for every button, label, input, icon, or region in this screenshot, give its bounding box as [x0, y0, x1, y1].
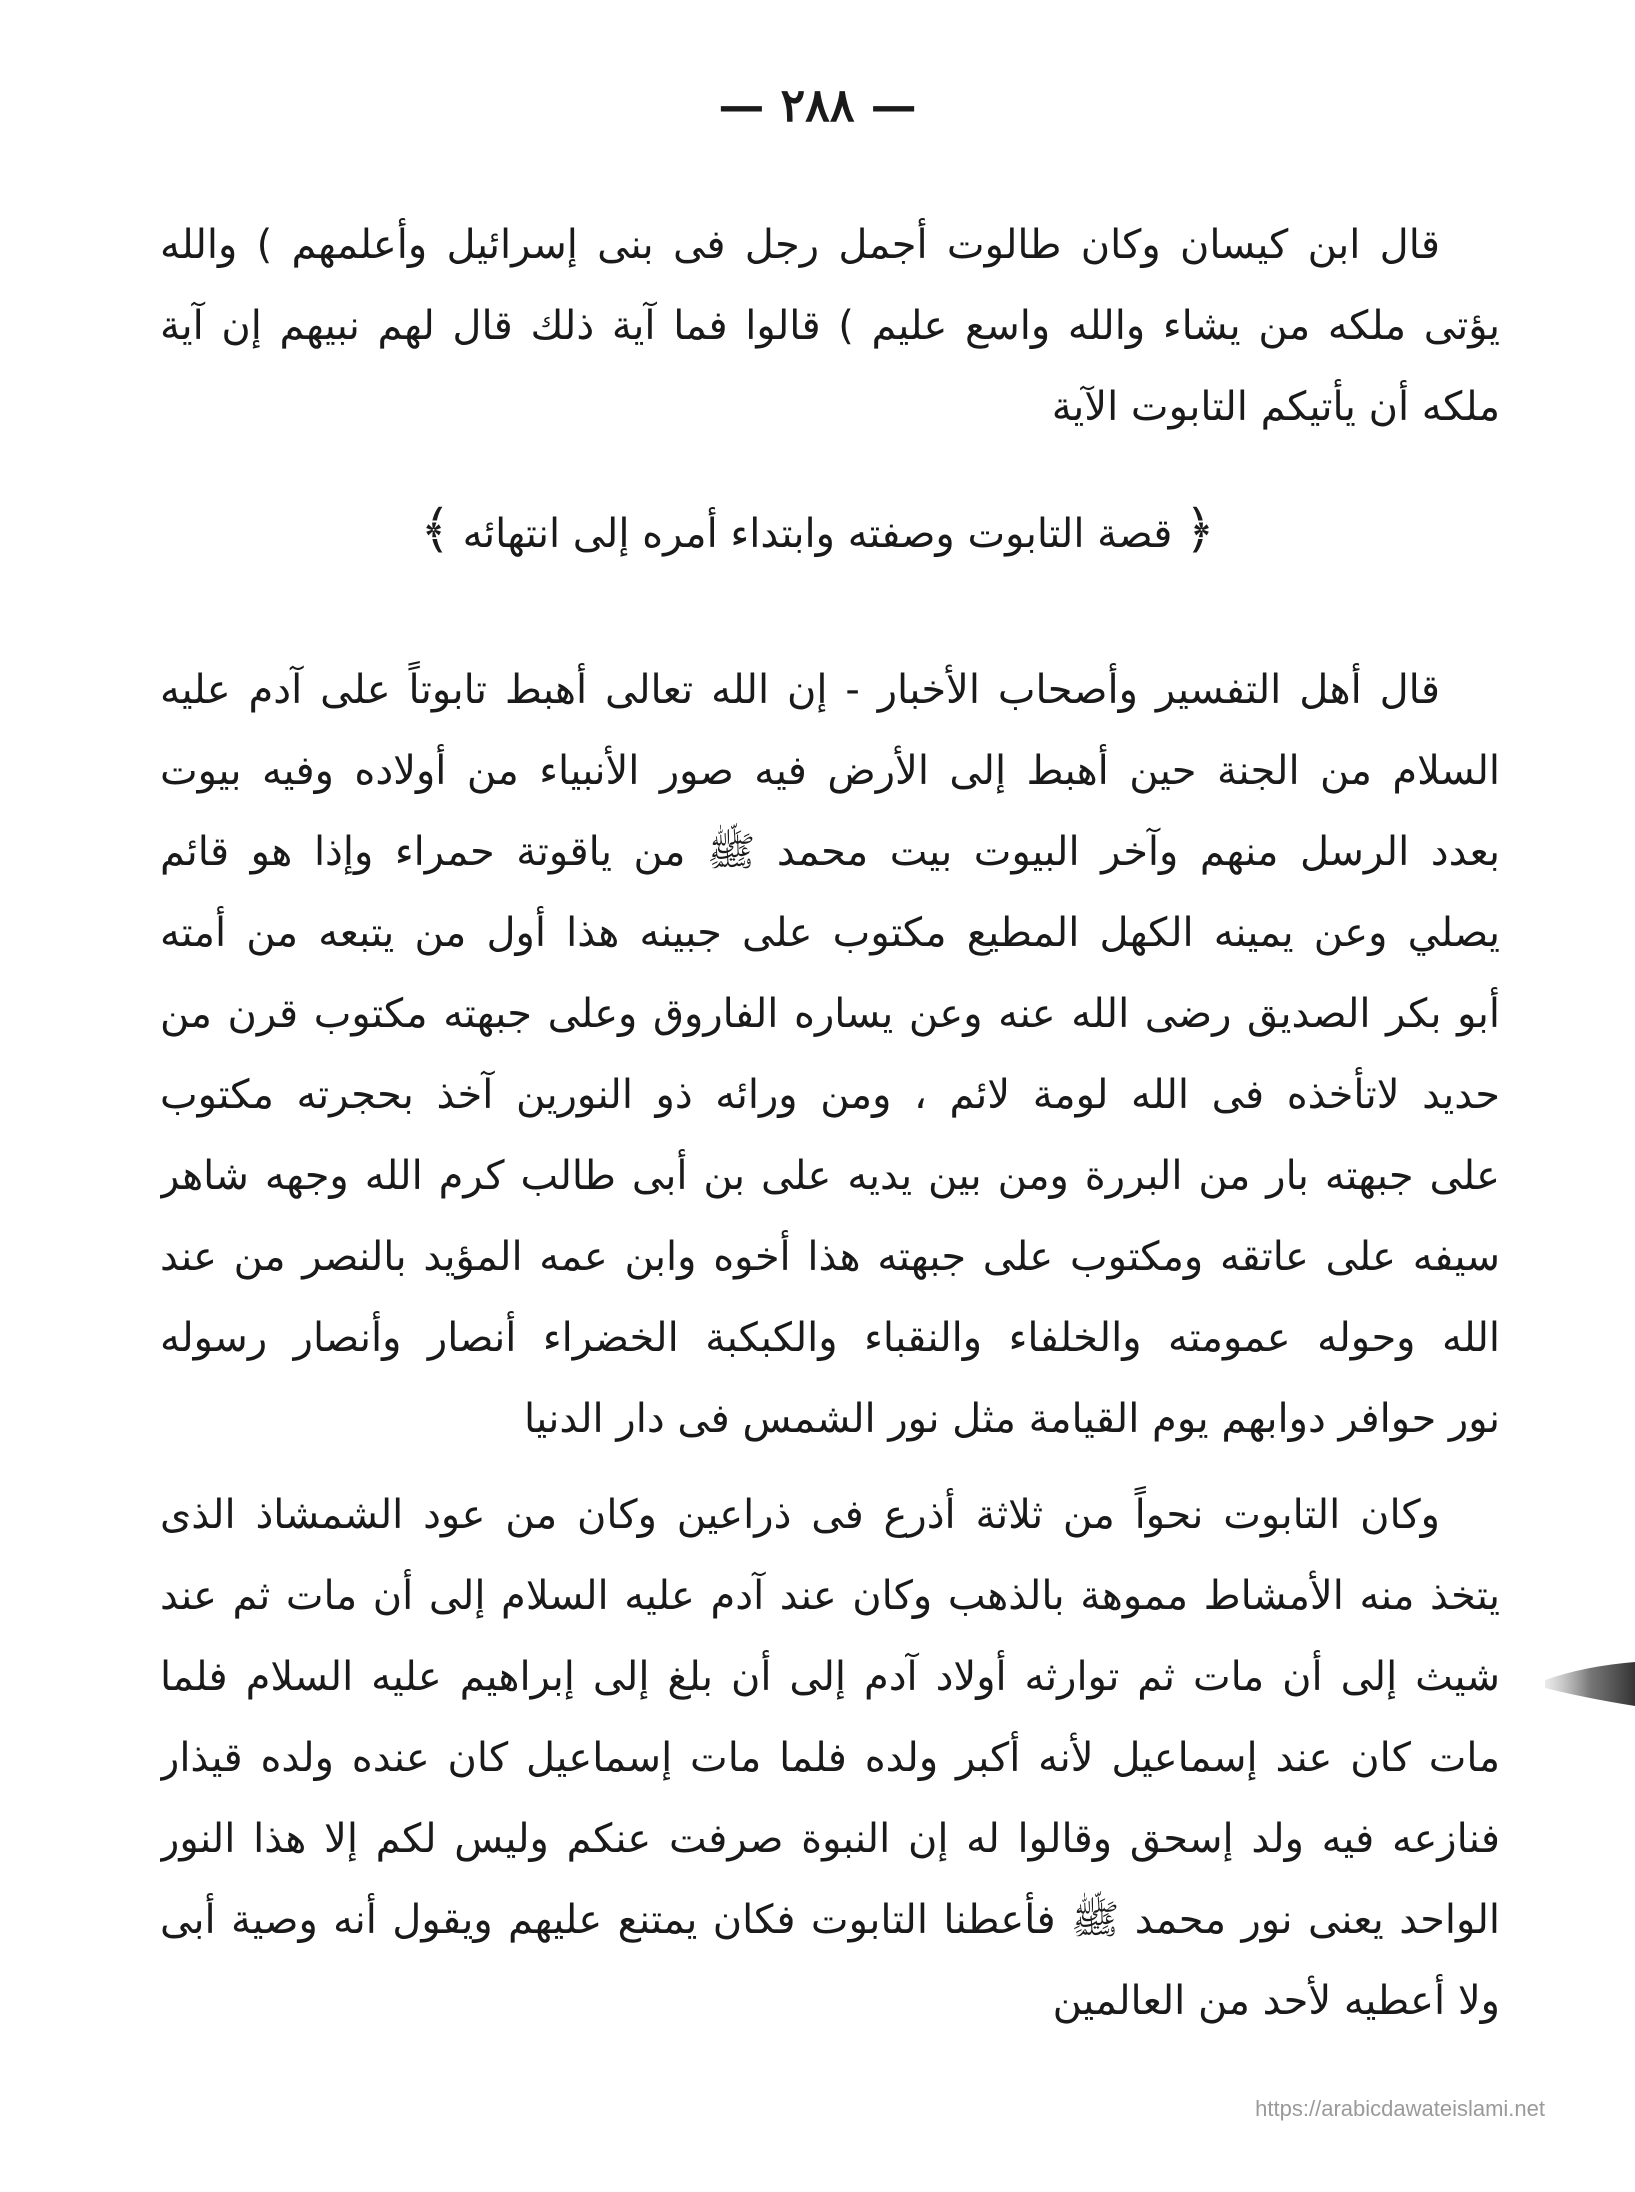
paragraph-tabut-history: [160, 1475, 1500, 2042]
text-line: شيث إلى أن مات ثم توارثه أولاد آدم إلى أن بلغ إلى إبراهيم عليه السلام فلما: [160, 1654, 1500, 1700]
heading-text: قصة التابوت وصفته وابتداء أمره إلى انتهائه: [462, 511, 1173, 557]
paragraph-tabut-description: [160, 650, 1500, 1460]
text-line: السلام من الجنة حين أهبط إلى الأرض فيه صور الأنبياء من أولاده وفيه بيوت: [160, 748, 1500, 794]
text-line: وكان التابوت نحواً من ثلاثة أذرع فى ذراعين وكان من عود الشمشاذ الذى: [160, 1492, 1440, 1538]
heading-close-bracket: ﴾: [420, 500, 451, 560]
section-heading: [0, 500, 1635, 560]
text-line: فنازعه فيه ولد إسحق وقالوا له إن النبوة صرفت عنكم وليس لكم إلا هذا النور: [160, 1816, 1500, 1862]
page-number: — ٢٨٨ —: [718, 78, 917, 132]
scan-edge-mark: [1545, 1658, 1635, 1710]
text-line: سيفه على عاتقه ومكتوب على جبهته هذا أخوه وابن عمه المؤيد بالنصر من عند: [160, 1234, 1500, 1280]
text-line: أبو بكر الصديق رضى الله عنه وعن يساره الفاروق وعلى جبهته مكتوب قرن من: [160, 991, 1500, 1037]
text-line: مات كان عند إسماعيل لأنه أكبر ولده فلما مات إسماعيل كان عنده ولده قيذار: [160, 1735, 1500, 1781]
text-line: قال ابن كيسان وكان طالوت أجمل رجل فى بنى إسرائيل وأعلمهم ) والله: [160, 222, 1440, 268]
text-line: نور حوافر دوابهم يوم القيامة مثل نور الشمس فى دار الدنيا: [523, 1396, 1500, 1442]
text-line: بعدد الرسل منهم وآخر البيوت بيت محمد ﷺ من ياقوتة حمراء وإذا هو قائم: [160, 829, 1500, 875]
text-line: قال أهل التفسير وأصحاب الأخبار - إن الله تعالى أهبط تابوتاً على آدم عليه: [160, 667, 1440, 713]
text-line: ملكه أن يأتيكم التابوت الآية: [1051, 384, 1500, 430]
paragraph-intro: [160, 205, 1500, 448]
text-line: الله وحوله عمومته والخلفاء والنقباء والكبكبة الخضراء أنصار وأنصار رسوله: [160, 1315, 1500, 1361]
text-line: حديد لاتأخذه فى الله لومة لائم ، ومن ورائه ذو النورين آخذ بحجرته مكتوب: [160, 1072, 1500, 1118]
text-line: ولا أعطيه لأحد من العالمين: [1052, 1978, 1500, 2024]
source-watermark: https://arabicdawateislami.net: [1255, 2096, 1545, 2121]
text-line: على جبهته بار من البررة ومن بين يديه على بن أبى طالب كرم الله وجهه شاهر: [160, 1153, 1500, 1199]
text-line: يؤتى ملكه من يشاء والله واسع عليم ) قالوا فما آية ذلك قال لهم نبيهم إن آية: [160, 303, 1500, 349]
text-line: يصلي وعن يمينه الكهل المطيع مكتوب على جبينه هذا أول من يتبعه من أمته: [160, 910, 1500, 956]
text-line: يتخذ منه الأمشاط مموهة بالذهب وكان عند آدم عليه السلام إلى أن مات ثم عند: [160, 1573, 1500, 1619]
heading-open-bracket: ﴿: [1184, 500, 1215, 560]
text-line: الواحد يعنى نور محمد ﷺ فأعطنا التابوت فكان يمتنع عليهم ويقول أنه وصية أبى: [160, 1897, 1500, 1943]
